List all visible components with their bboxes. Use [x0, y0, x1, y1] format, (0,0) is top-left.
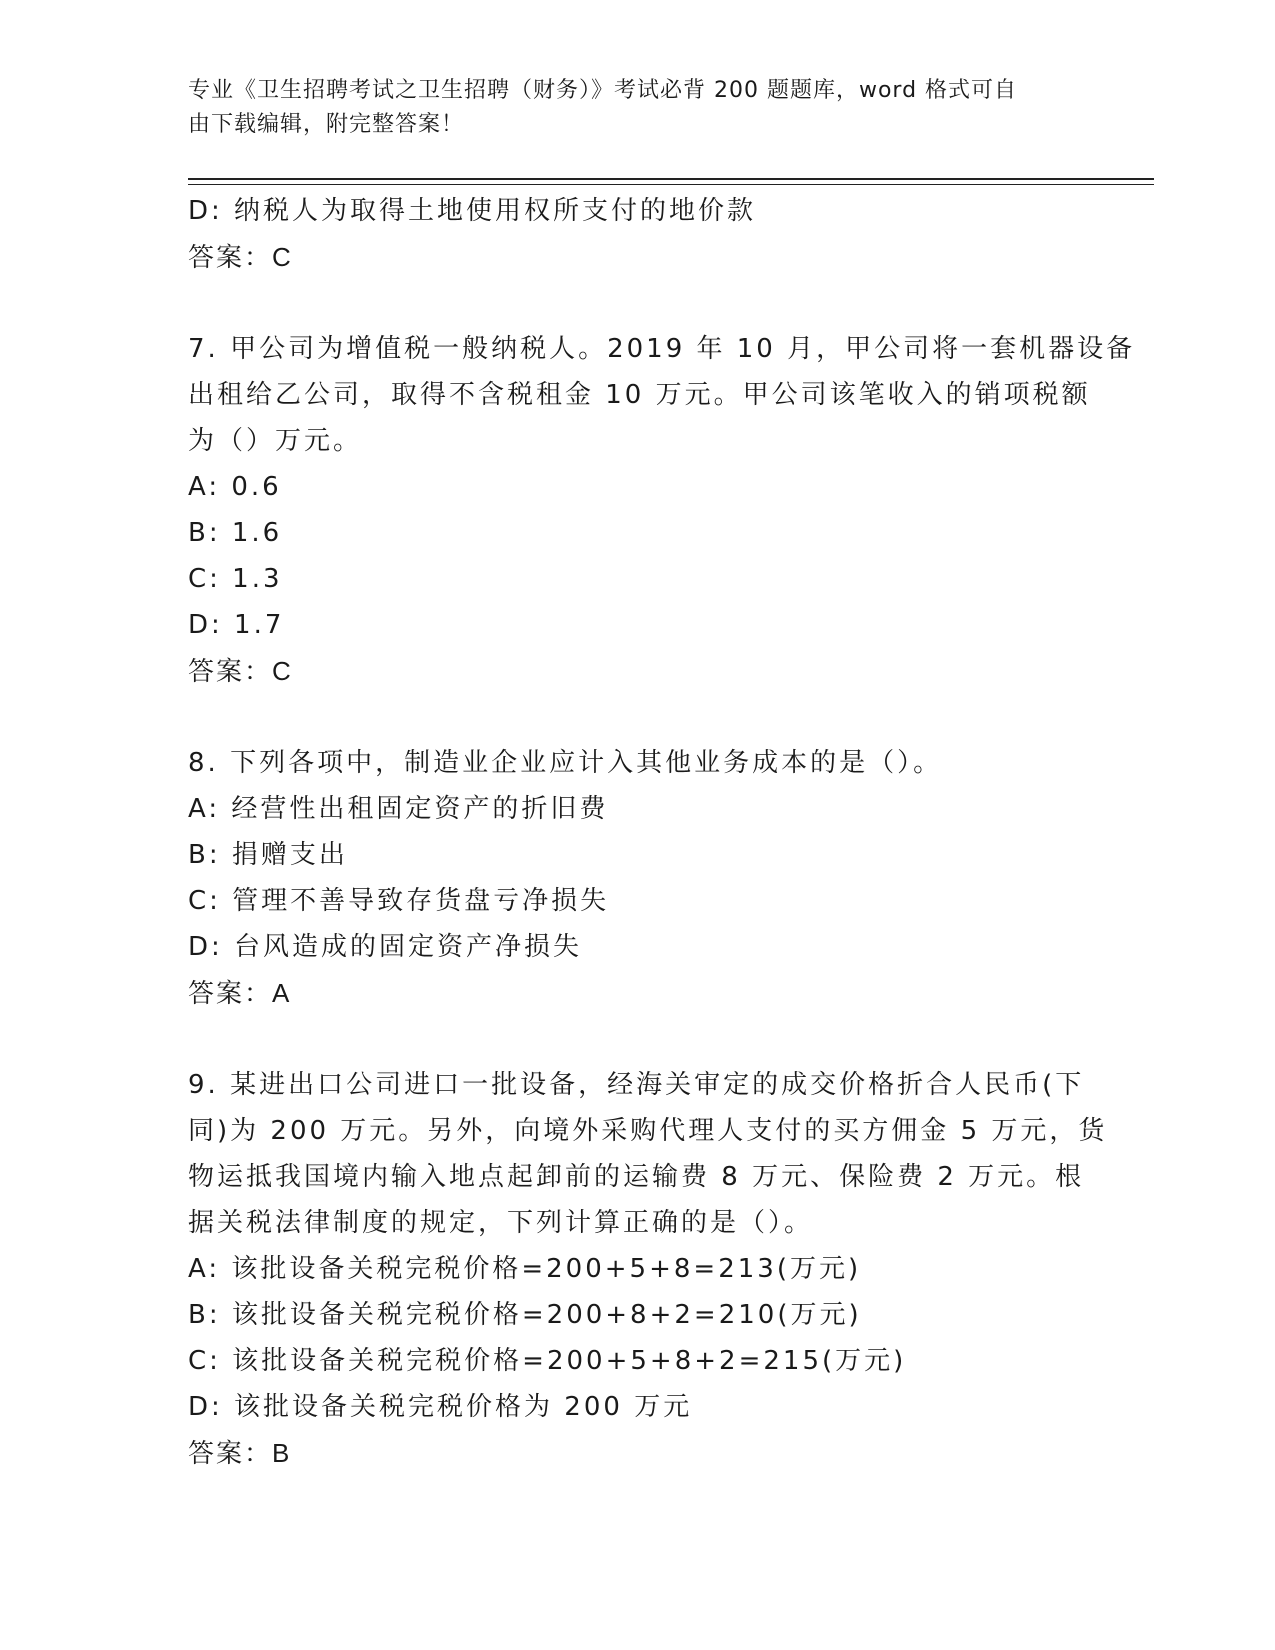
question-block-8: [188, 740, 1088, 1016]
answer-label: 答案：A: [188, 978, 292, 1008]
option-d: D: 台风造成的固定资产净损失: [188, 932, 583, 962]
question-text-line: 出租给乙公司，取得不含税租金 10 万元。甲公司该笔收入的销项税额: [188, 380, 1091, 410]
question-text-line: 7. 甲公司为增值税一般纳税人。2019 年 10 月，甲公司将一套机器设备: [188, 334, 1136, 364]
answer-label: 答案：B: [188, 1438, 292, 1468]
spacer: [188, 1016, 1088, 1062]
option-b: B: 1.6: [188, 518, 283, 548]
option-d: D: 1.7: [188, 610, 285, 640]
option-c: C: 1.3: [188, 564, 283, 594]
header-divider-thick: [188, 178, 1154, 180]
spacer: [188, 694, 1088, 740]
header-divider-thin: [188, 184, 1154, 185]
option-b: B: 捐赠支出: [188, 840, 348, 870]
document-header: [188, 74, 1088, 142]
option-b: B: 该批设备关税完税价格=200+8+2=210(万元): [188, 1300, 862, 1330]
question-block-9: [188, 1062, 1108, 1476]
answer-label: 答案：C: [188, 242, 293, 272]
option-a: A: 0.6: [188, 472, 282, 502]
question-text-line: 物运抵我国境内输入地点起卸前的运输费 8 万元、保险费 2 万元。根: [188, 1162, 1085, 1192]
option-a: A: 该批设备关税完税价格=200+5+8=213(万元): [188, 1254, 862, 1284]
question-text-line: 同)为 200 万元。另外，向境外采购代理人支付的买方佣金 5 万元，货: [188, 1116, 1108, 1146]
answer-label: 答案：C: [188, 656, 293, 686]
header-line-2: 由下载编辑，附完整答案！: [188, 112, 465, 137]
question-text-line: 8. 下列各项中，制造业企业应计入其他业务成本的是（）。: [188, 748, 943, 778]
question-list: [188, 188, 1136, 1476]
question-text-line: 为（）万元。: [188, 426, 363, 456]
question-block-7: [188, 326, 1136, 694]
question-text-line: 据关税法律制度的规定，下列计算正确的是（）。: [188, 1208, 814, 1238]
question-text-line: 9. 某进出口公司进口一批设备，经海关审定的成交价格折合人民币(下: [188, 1070, 1085, 1100]
spacer: [188, 280, 1088, 326]
option-c: C: 该批设备关税完税价格=200+5+8+2=215(万元): [188, 1346, 907, 1376]
option-d: D: 纳税人为取得土地使用权所支付的地价款: [188, 196, 757, 226]
question-block-prev: [188, 188, 1088, 280]
option-a: A: 经营性出租固定资产的折旧费: [188, 794, 609, 824]
option-c: C: 管理不善导致存货盘亏净损失: [188, 886, 610, 916]
header-line-1: 专业《卫生招聘考试之卫生招聘（财务）》考试必背 200 题题库，word 格式可自: [188, 78, 1018, 103]
option-d: D: 该批设备关税完税价格为 200 万元: [188, 1392, 693, 1422]
